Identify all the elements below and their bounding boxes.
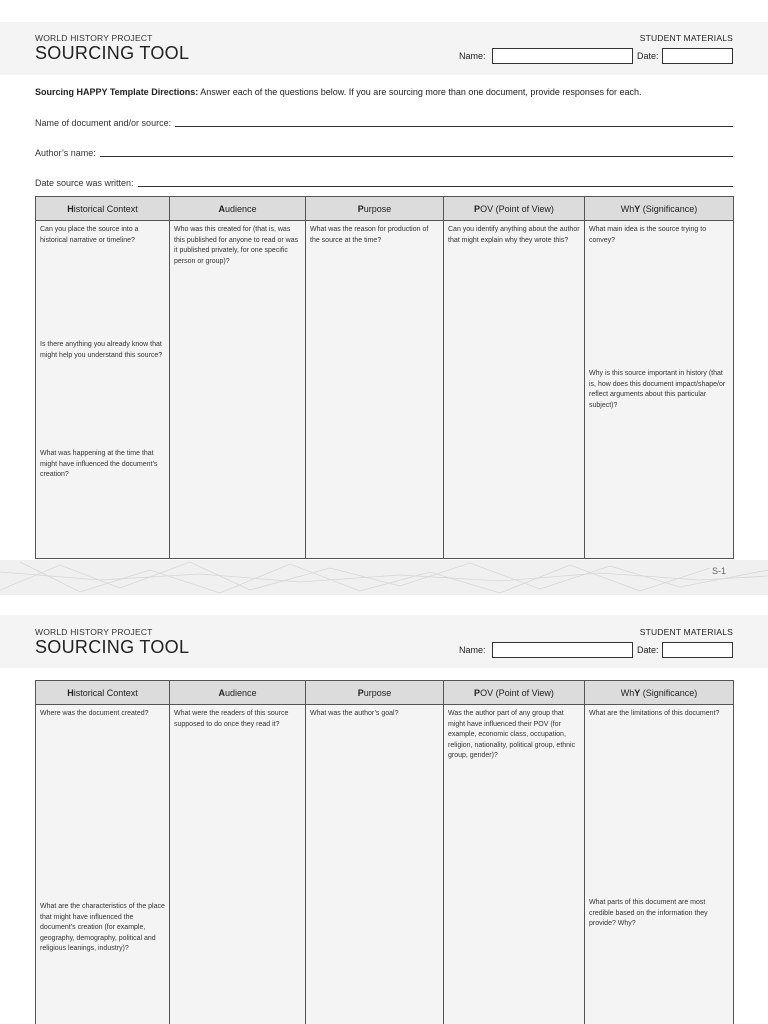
why-q2: Why is this source important in history (that is, how does this document impact/shape/or reflect arguments about this particular subject)?	[589, 370, 726, 409]
student-materials-label: STUDENT MATERIALS	[639, 33, 733, 43]
document-name-label: Name of document and/or source:	[35, 118, 172, 128]
historical-context-cell[interactable]	[36, 221, 170, 559]
historical-context-cell-2[interactable]	[36, 705, 170, 1024]
header-pov: POV (Point of View)	[444, 197, 585, 221]
audience-q1-2: What were the readers of this source supposed to do once they read it?	[174, 710, 289, 728]
author-name-line[interactable]	[100, 156, 733, 157]
happy-table-1	[35, 196, 734, 559]
date-label: Date:	[637, 51, 659, 61]
page-title-2: SOURCING TOOL	[35, 637, 190, 657]
pov-cell-2[interactable]	[444, 705, 585, 1024]
page-divider	[0, 560, 768, 595]
pov-q1: Can you identify anything about the author that might explain why they wrote this?	[448, 226, 580, 244]
author-name-field[interactable]	[35, 148, 733, 158]
purpose-cell-2[interactable]	[306, 705, 444, 1024]
directions-text: Answer each of the questions below. If you are sourcing more than one document, provide responses for each.	[198, 87, 642, 97]
purpose-cell[interactable]	[306, 221, 444, 559]
historical-q2: Is there anything you already know that might help you understand this source?	[40, 341, 163, 359]
why-q1-2: What are the limitations of this document?	[589, 710, 720, 717]
why-cell-2[interactable]	[585, 705, 734, 1024]
name-field[interactable]	[492, 48, 633, 64]
document-name-line[interactable]	[175, 126, 733, 127]
name-field-2[interactable]	[492, 642, 633, 658]
purpose-q1-2: What was the author’s goal?	[310, 710, 399, 717]
header-pov-2: POV (Point of View)	[444, 681, 585, 705]
date-written-label: Date source was written:	[35, 178, 134, 188]
directions-title: Sourcing HAPPY Template Directions:	[35, 87, 199, 97]
historical-q3: What was happening at the time that might have influenced the document’s creation?	[40, 450, 158, 478]
historical-q1: Can you place the source into a historical narrative or timeline?	[40, 226, 139, 244]
page-number: S-1	[711, 566, 726, 576]
header-audience: Audience	[170, 197, 306, 221]
header-why-2: WhY (Significance)	[585, 681, 734, 705]
directions	[35, 87, 641, 97]
header-why: WhY (Significance)	[585, 197, 734, 221]
header-historical-context-2: Historical Context	[36, 681, 170, 705]
document-name-field[interactable]	[35, 118, 733, 128]
student-materials-label-2: STUDENT MATERIALS	[639, 627, 733, 637]
happy-table-2	[35, 680, 734, 1024]
header-purpose-2: Purpose	[306, 681, 444, 705]
why-q2-2: What parts of this document are most credible based on the information they provide? Why?	[589, 899, 708, 927]
historical-q2-2: What are the characteristics of the place that might have influenced the document’s creation (for example, geography, demography, political and religious leanings, industry)?	[40, 903, 165, 952]
audience-cell-2[interactable]	[170, 705, 306, 1024]
decorative-pattern	[0, 560, 768, 595]
date-written-field[interactable]	[35, 178, 733, 188]
pov-cell[interactable]	[444, 221, 585, 559]
audience-q1: Who was this created for (that is, was this published for anyone to read or was it published privately, for one specific person or group)?	[174, 226, 299, 265]
date-label-2: Date:	[637, 645, 659, 655]
date-written-line[interactable]	[138, 186, 733, 187]
historical-q1-2: Where was the document created?	[40, 710, 149, 717]
name-label-2: Name:	[459, 645, 486, 655]
project-label-2: WORLD HISTORY PROJECT	[35, 627, 153, 637]
pov-q1-2: Was the author part of any group that might have influenced their POV (for example, economic class, occupation, religion, nationality, political group, ethnic group, gender)?	[448, 710, 576, 759]
page-title: SOURCING TOOL	[35, 43, 190, 63]
author-name-label: Author’s name:	[35, 148, 96, 158]
header-audience-2: Audience	[170, 681, 306, 705]
purpose-q1: What was the reason for production of the source at the time?	[310, 226, 429, 244]
project-label: WORLD HISTORY PROJECT	[35, 33, 153, 43]
date-field-2[interactable]	[662, 642, 733, 658]
why-q1: What main idea is the source trying to convey?	[589, 226, 707, 244]
audience-cell[interactable]	[170, 221, 306, 559]
date-field[interactable]	[662, 48, 733, 64]
why-cell[interactable]	[585, 221, 734, 559]
name-label: Name:	[459, 51, 486, 61]
header-purpose: Purpose	[306, 197, 444, 221]
header-historical-context: Historical Context	[36, 197, 170, 221]
